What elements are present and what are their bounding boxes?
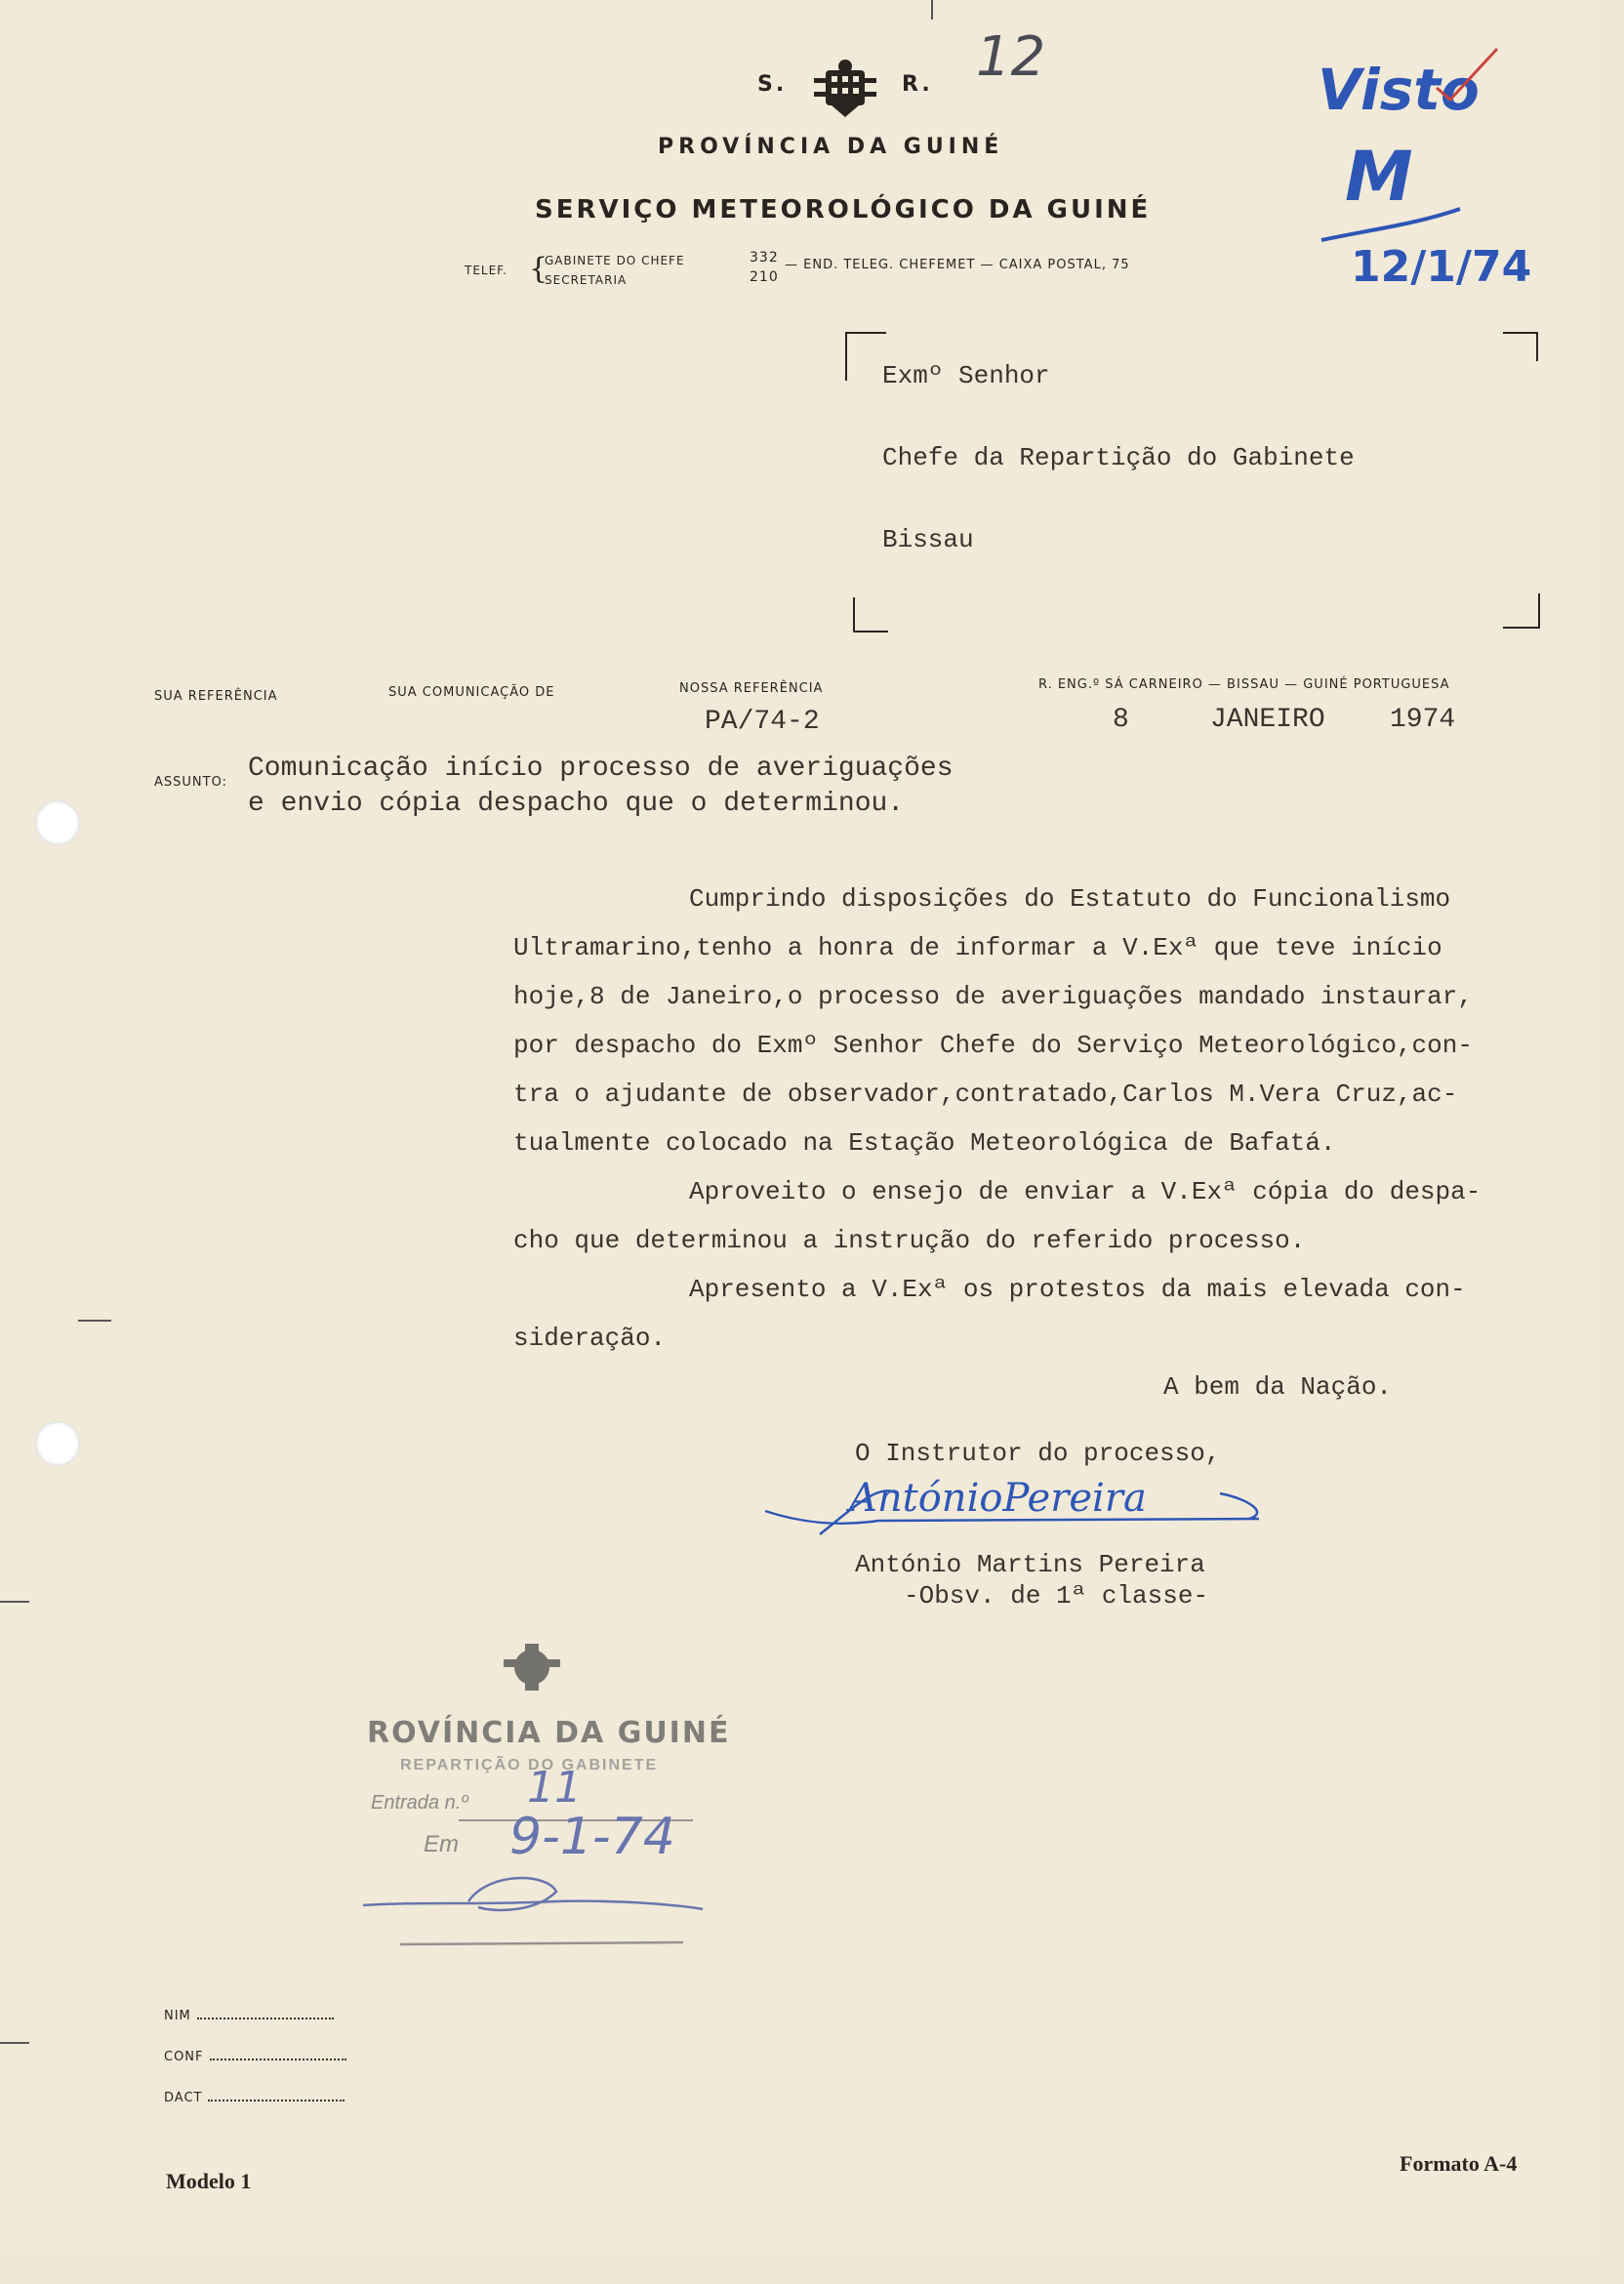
margin-mark [0,1601,29,1603]
footer-formato: Formato A-4 [1400,2151,1518,2176]
date-year: 1974 [1390,705,1456,735]
stamp-em-label: Em [424,1831,459,1857]
handwritten-visto-date: 12/1/74 [1351,242,1532,292]
recipient-line3: Bissau [882,525,974,554]
letterhead-address: — END. TELEG. CHEFEMET — CAIXA POSTAL, 75 [785,258,1130,272]
stamp-entry-number: 11 [527,1763,582,1813]
recipient-line1: Exmº Senhor [882,361,1050,390]
footer-conf-label: CONF [164,2050,204,2064]
handwritten-visto: Visto [1318,57,1480,123]
letterhead-province: PROVÍNCIA DA GUINÉ [658,135,1004,159]
stamp-line2: REPARTIÇÃO DO GABINETE [400,1757,659,1774]
stamp-signature [361,1862,712,1955]
body-line: por despacho do Exmº Senhor Chefe do Serviço Meteorológico,con- [513,1031,1473,1060]
checkmark-icon [1433,45,1501,108]
address-bracket-bl [853,597,888,632]
footer-nim [164,2009,334,2023]
telef-num2: 210 [750,269,779,285]
body-line: Cumprindo disposições do Estatuto do Funcionalismo [689,884,1451,914]
sua-comunicacao-label: SUA COMUNICAÇÃO DE [388,685,555,700]
stamp-line1: ROVÍNCIA DA GUINÉ [367,1716,731,1750]
signature-text: AntónioPereira [849,1476,1147,1521]
telef-line2: SECRETARIA [545,273,628,287]
assunto-label: ASSUNTO: [154,775,227,790]
body-line: tualmente colocado na Estação Meteorológica de Bafatá. [513,1128,1336,1158]
closing-greeting: A bem da Nação. [1163,1372,1393,1402]
sender-address-label: R. ENG.º SÁ CARNEIRO — BISSAU — GUINÉ PORTUGUESA [1038,677,1450,692]
address-bracket-br [1503,593,1540,629]
punch-hole-bottom [35,1421,80,1466]
nossa-referencia-label: NOSSA REFERÊNCIA [679,681,824,696]
nim-dots [197,2014,334,2019]
telef-num1: 332 [750,250,779,265]
footer-dact-label: DACT [164,2091,203,2105]
date-day: 8 [1113,705,1129,735]
body-line: Apresento a V.Exª os protestos da mais elevada con- [689,1275,1466,1304]
top-cut-mark [931,0,933,20]
handwritten-initials: M [1345,137,1413,217]
margin-mark [78,1320,111,1322]
body-line: sideração. [513,1324,667,1353]
letterhead-r: R. [902,72,933,97]
body-line: Aproveito o ensejo de enviar a V.Exª cópia do despa- [689,1177,1482,1206]
recipient-line2: Chefe da Repartição do Gabinete [882,443,1355,472]
body-line: hoje,8 de Janeiro,o processo de averiguações mandado instaurar, [513,982,1473,1011]
received-stamp [361,1640,732,1952]
signatory-name: António Martins Pereira [855,1550,1205,1579]
margin-mark [0,2042,29,2044]
nossa-referencia-value: PA/74-2 [705,707,820,737]
closing-instructor: O Instrutor do processo, [855,1439,1221,1468]
handwritten-page-number: 12 [976,25,1046,89]
stamp-date: 9-1-74 [509,1808,675,1866]
footer-modelo: Modelo 1 [166,2169,252,2193]
telef-line1: GABINETE DO CHEFE [545,254,685,267]
body-line: Ultramarino,tenho a honra de informar a V.Exª que teve início [513,933,1442,962]
body-line: tra o ajudante de observador,contratado,Carlos M.Vera Cruz,ac- [513,1080,1458,1109]
footer-nim-label: NIM [164,2009,191,2023]
address-bracket-tl [845,332,886,381]
dact-dots [208,2096,345,2101]
conf-dots [210,2055,346,2060]
telef-brace: { [529,252,548,286]
punch-hole-top [35,800,80,845]
initials-underline [1318,195,1464,249]
date-month: JANEIRO [1210,705,1325,735]
body-line: cho que determinou a instrução do referido processo. [513,1226,1306,1255]
assunto-line2: e envio cópia despacho que o determinou. [248,789,905,819]
assunto-line1: Comunicação início processo de averiguações [248,754,954,784]
signatory-title: -Obsv. de 1ª classe- [904,1581,1209,1611]
sua-referencia-label: SUA REFERÊNCIA [154,689,278,704]
footer-conf [164,2050,346,2064]
letterhead-s: S. [757,72,788,97]
coat-of-arms-icon [812,57,878,119]
stamp-line3: Entrada n.º [371,1792,468,1814]
telef-label: TELEF. [465,264,508,277]
footer-dact [164,2091,345,2105]
address-bracket-tr [1503,332,1538,361]
letterhead-service: SERVIÇO METEOROLÓGICO DA GUINÉ [535,195,1152,224]
signature [761,1464,1288,1542]
stamp-emblem-icon [498,1640,566,1699]
